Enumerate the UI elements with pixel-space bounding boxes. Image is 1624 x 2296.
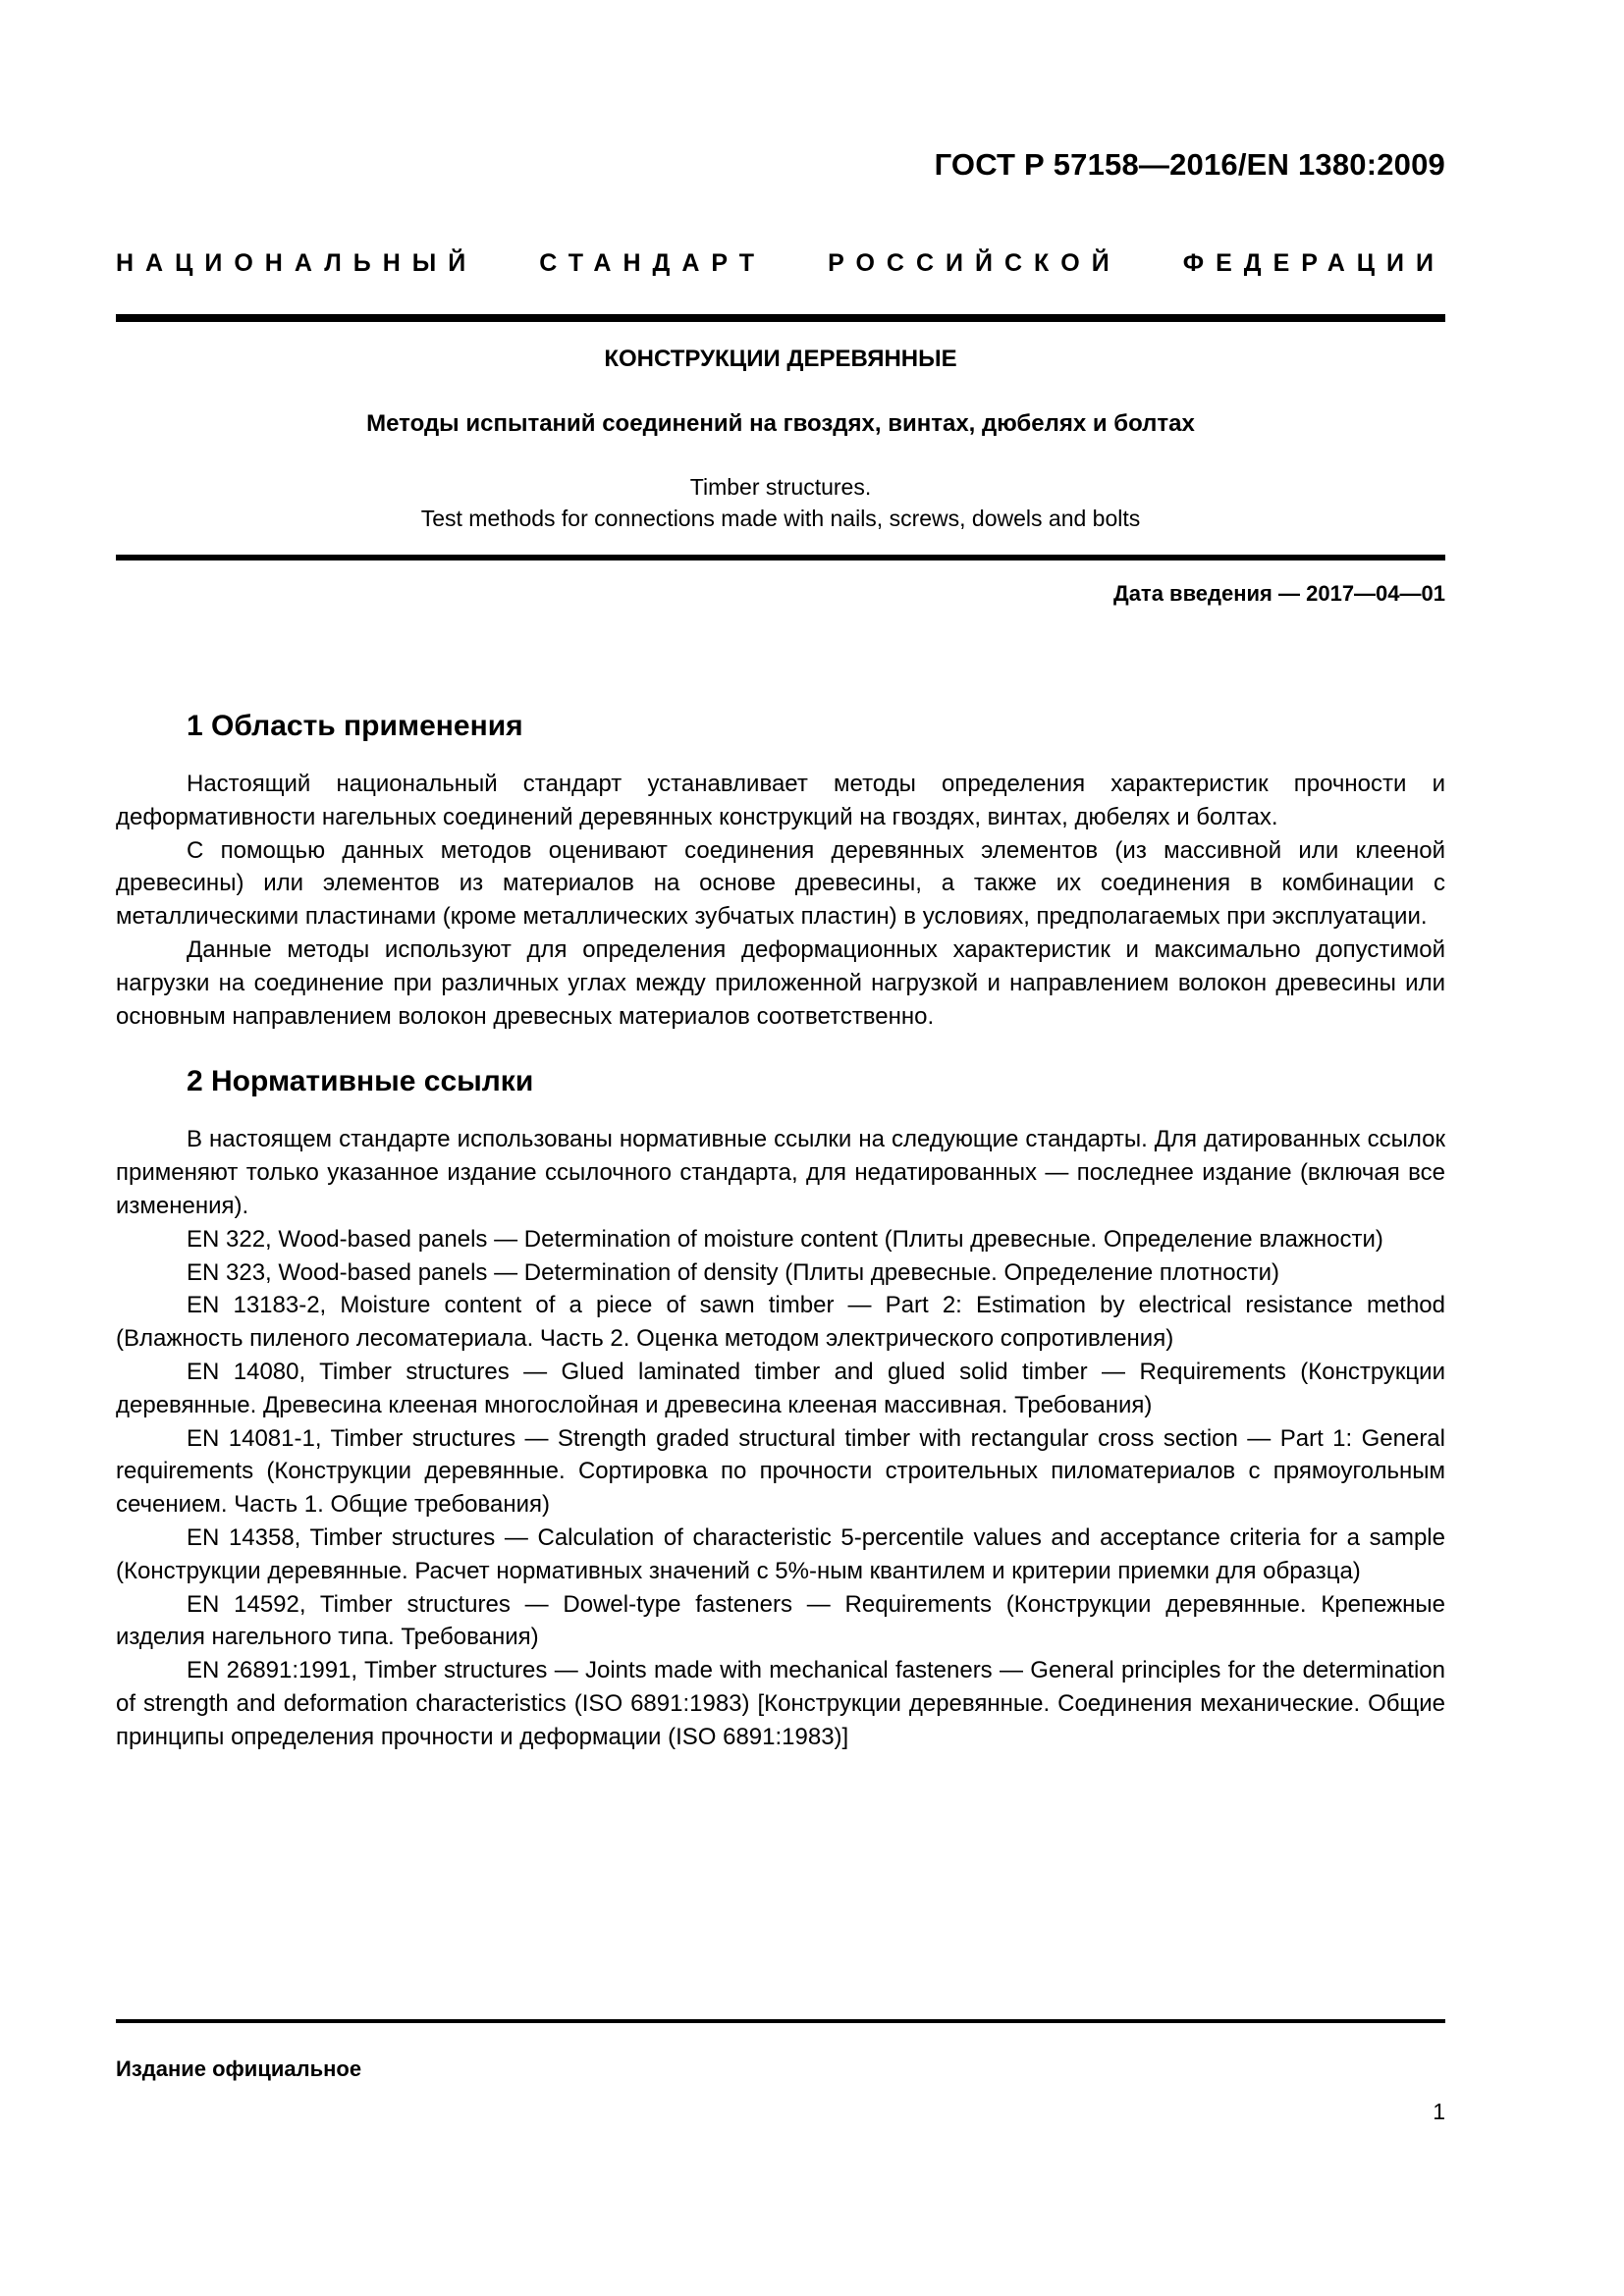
middle-divider: [116, 555, 1445, 561]
paragraph: В настоящем стандарте использованы нормативные ссылки на следующие стандарты. Для датированных ссылок применяют только указанное издание ссылочного стандарта, для недатированных — последнее издание (включая все изменения).: [116, 1126, 1445, 1219]
top-divider: [116, 314, 1445, 322]
section-normative-references: [116, 1062, 1445, 1753]
english-title-line-1: Timber structures.: [689, 474, 872, 500]
standard-code: ГОСТ Р 57158—2016/EN 1380:2009: [934, 147, 1445, 182]
english-title-line-2: Test methods for connections made with nails, screws, dowels and bolts: [420, 506, 1141, 531]
section-scope: [116, 707, 1445, 1033]
paragraph: С помощью данных методов оценивают соединения деревянных элементов (из массивной или клееной древесины) или элементов из материалов на основе древесины, а также их соединения в комбинации с металлическими пластинами (кроме металлических зубчатых пластин) в условиях, предполагаемых при эксплуатации.: [116, 836, 1445, 931]
page-number: 1: [1433, 2099, 1445, 2124]
introduction-date: Дата введения — 2017—04—01: [1113, 581, 1445, 606]
reference-item: EN 14081-1, Timber structures — Strength graded structural timber with rectangular cross section — Part 1: General requirements (Конструкции деревянные. Сортировка по прочности строительных пиломатериалов с прямоугольным сечением. Часть 1. Общие требования): [116, 1424, 1445, 1519]
national-standard-title: НАЦИОНАЛЬНЫЙ СТАНДАРТ РОССИЙСКОЙ ФЕДЕРАЦИИ: [116, 249, 1445, 277]
reference-item: EN 13183-2, Moisture content of a piece of sawn timber — Part 2: Estimation by electrical resistance method (Влажность пиленого лесоматериала. Часть 2. Оценка методом электрического сопротивления): [116, 1292, 1445, 1353]
document-title: КОНСТРУКЦИИ ДЕРЕВЯННЫЕ: [604, 346, 957, 372]
document-body: [116, 707, 1445, 1754]
reference-item: EN 26891:1991, Timber structures — Joints made with mechanical fasteners — General principles for the determination of strength and deformation characteristics (ISO 6891:1983) [Конструкции деревянные. Соединения механические. Общие принципы определения прочности и деформации (ISO 6891:1983)]: [116, 1657, 1445, 1750]
bottom-divider: [116, 2019, 1445, 2023]
document-subtitle: Методы испытаний соединений на гвоздях, винтах, дюбелях и болтах: [366, 410, 1195, 437]
reference-item: EN 14080, Timber structures — Glued laminated timber and glued solid timber — Requirements (Конструкции деревянные. Древесина клееная многослойная и древесина клееная массивная. Требования): [116, 1358, 1445, 1418]
reference-item: EN 14358, Timber structures — Calculation of characteristic 5-percentile values and acceptance criteria for a sample (Конструкции деревянные. Расчет нормативных значений с 5%-ным квантилем и критерии приемки для образца): [116, 1523, 1445, 1584]
english-title: [116, 471, 1445, 534]
reference-item: EN 322, Wood-based panels — Determination of moisture content (Плиты древесные. Определение влажности): [187, 1225, 1383, 1253]
document-page: [116, 0, 1445, 2296]
reference-item: EN 14592, Timber structures — Dowel-type fasteners — Requirements (Конструкции деревянные. Крепежные изделия нагельного типа. Требования): [116, 1590, 1445, 1651]
edition-note: Издание официальное: [116, 2056, 362, 2081]
paragraph: Данные методы используют для определения деформационных характеристик и максимально допустимой нагрузки на соединение при различных углах между приложенной нагрузкой и направлением волокон древесины или основным направлением волокон древесных материалов соответственно.: [116, 935, 1445, 1030]
section-heading: 1 Область применения: [187, 710, 523, 742]
section-heading: 2 Нормативные ссылки: [187, 1065, 534, 1098]
reference-item: EN 323, Wood-based panels — Determination of density (Плиты древесные. Определение плотности): [187, 1258, 1279, 1286]
paragraph: Настоящий национальный стандарт устанавливает методы определения характеристик прочности и деформативности нагельных соединений деревянных конструкций на гвоздях, винтах, дюбелях и болтах.: [116, 771, 1445, 830]
